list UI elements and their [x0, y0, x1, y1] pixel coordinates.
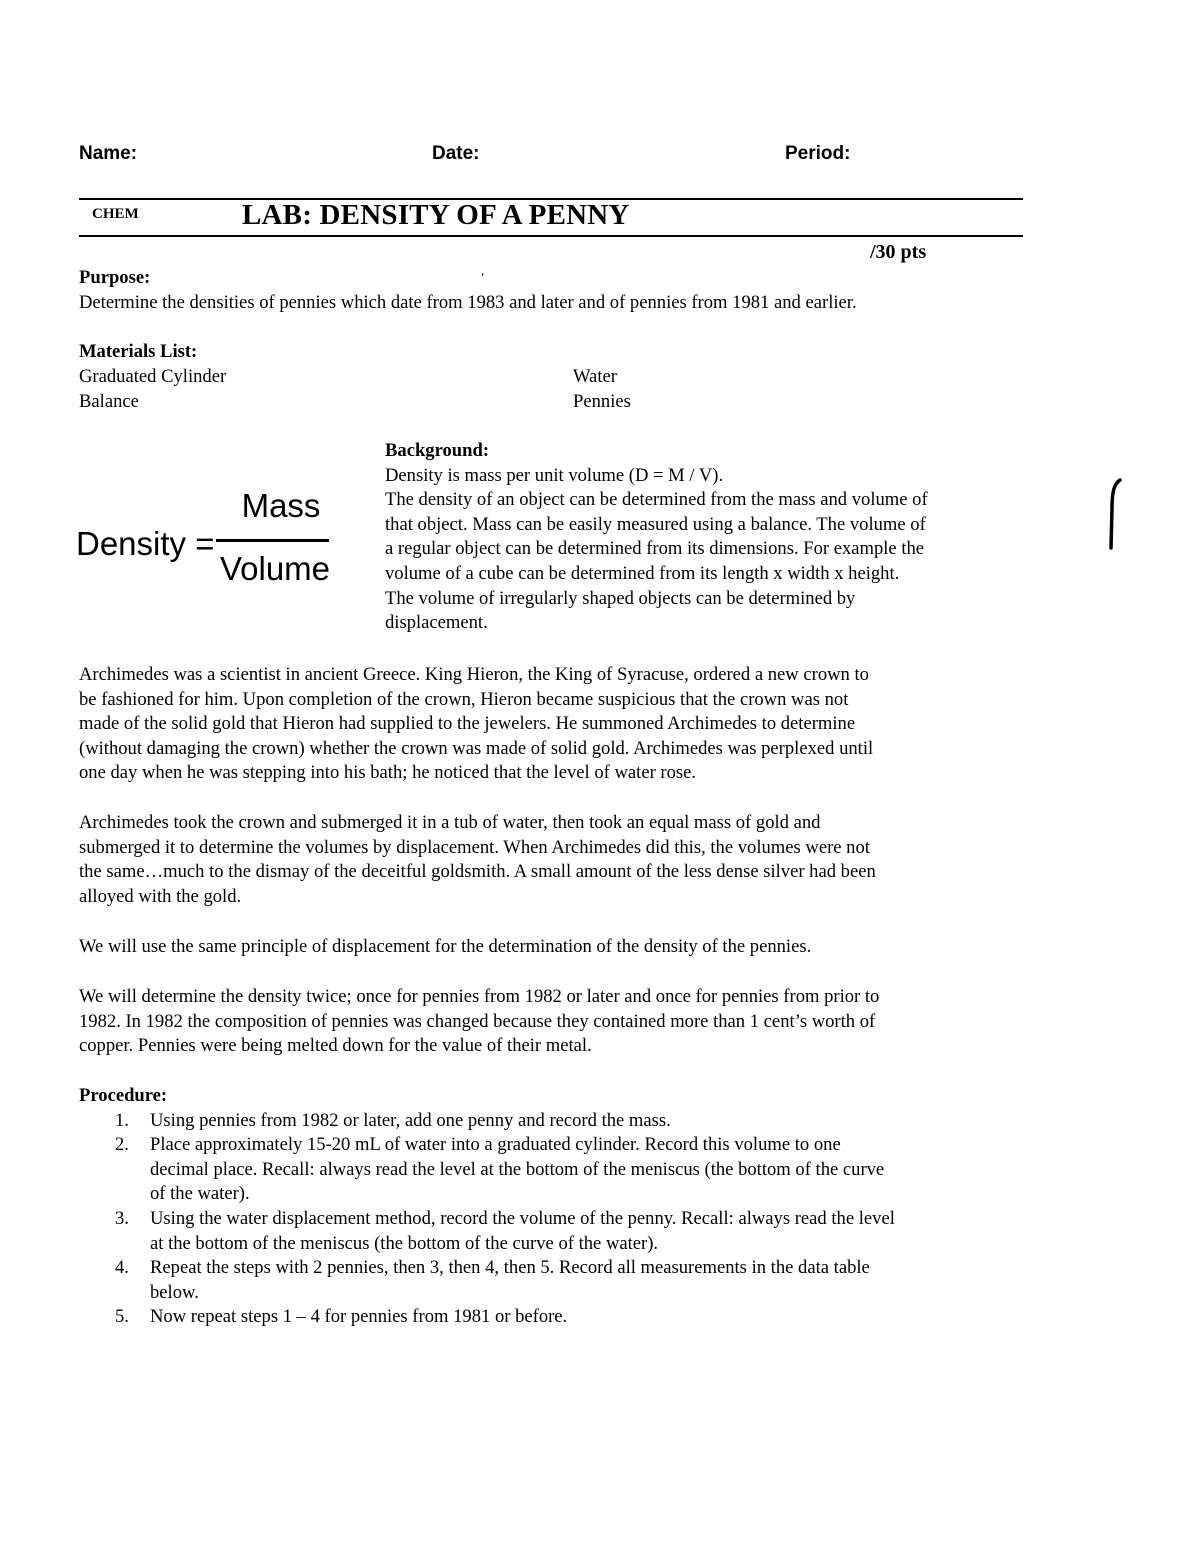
procedure-heading: Procedure:	[79, 1085, 168, 1106]
formula-lhs: Density =	[76, 525, 215, 562]
paragraph-line: made of the solid gold that Hieron had supplied to the jewelers. He summoned Archimedes to determine	[79, 713, 856, 735]
paragraph-line: one day when he was stepping into his bath; he noticed that the level of water rose.	[79, 762, 697, 784]
procedure-step	[79, 1256, 1039, 1305]
purpose-heading: Purpose:	[79, 267, 151, 288]
background-heading: Background:	[385, 440, 490, 461]
paragraph-line: (without damaging the crown) whether the crown was made of solid gold. Archimedes was perplexed until	[79, 737, 874, 759]
purpose-text: Determine the densities of pennies which date from 1983 and later and of pennies from 1981 and earlier.	[79, 291, 857, 313]
material-item: Balance	[79, 390, 139, 412]
background-line: The density of an object can be determined from the mass and volume of	[385, 489, 928, 511]
background-line: a regular object can be determined from its dimensions. For example the	[385, 538, 925, 560]
step-line: Now repeat steps 1 – 4 for pennies from 1981 or before.	[150, 1306, 568, 1328]
step-number: 1.	[115, 1109, 129, 1131]
materials-left-column	[79, 365, 226, 414]
paragraph-line: copper. Pennies were being melted down for the value of their metal.	[79, 1035, 592, 1057]
date-label: Date:	[432, 143, 480, 164]
step-line: below.	[150, 1281, 199, 1303]
step-line: decimal place. Recall: always read the level at the bottom of the meniscus (the bottom of the curve	[150, 1158, 885, 1180]
step-number: 2.	[115, 1134, 129, 1156]
crown-paragraph	[79, 811, 1039, 909]
background-line: volume of a cube can be determined from its length x width x height.	[385, 562, 900, 584]
procedure-step	[79, 1207, 1039, 1256]
procedure-list	[79, 1109, 1039, 1330]
formula-numerator: Mass	[241, 487, 321, 524]
step-line: at the bottom of the meniscus (the bottom of the curve of the water).	[150, 1232, 659, 1254]
page-title: LAB: DENSITY OF A PENNY	[242, 199, 630, 231]
paragraph-line: be fashioned for him. Upon completion of the crown, Hieron became suspicious that the crown was not	[79, 688, 849, 710]
step-line: Place approximately 15-20 mL of water into a graduated cylinder. Record this volume to one	[150, 1134, 841, 1156]
paragraph-line: submerged it to determine the volumes by displacement. When Archimedes did this, the volumes were not	[79, 836, 870, 858]
step-line: of the water).	[150, 1183, 250, 1205]
points-label: /30 pts	[870, 241, 927, 263]
principle-paragraph	[79, 935, 1039, 960]
archimedes-paragraph	[79, 663, 1039, 786]
step-line: Using pennies from 1982 or later, add one penny and record the mass.	[150, 1109, 671, 1131]
name-label: Name:	[79, 143, 138, 164]
procedure-section	[79, 1084, 1039, 1330]
step-number: 3.	[115, 1207, 129, 1229]
background-section	[385, 439, 1045, 636]
density-formula	[76, 487, 336, 597]
background-line: displacement.	[385, 612, 488, 634]
step-line: Repeat the steps with 2 pennies, then 3, then 4, then 5. Record all measurements in the data table	[150, 1257, 870, 1279]
step-line: Using the water displacement method, record the volume of the penny. Recall: always read the level	[150, 1207, 895, 1229]
course-label: CHEM	[92, 206, 139, 222]
material-item: Graduated Cylinder	[79, 366, 227, 387]
material-item: Pennies	[573, 390, 631, 412]
formula-fraction-bar	[216, 539, 329, 542]
materials-heading: Materials List:	[79, 341, 198, 362]
paragraph-line: Archimedes took the crown and submerged it in a tub of water, then took an equal mass of gold and	[79, 812, 821, 833]
paragraph-line: alloyed with the gold.	[79, 885, 242, 907]
materials-right-column	[573, 365, 631, 414]
step-number: 4.	[115, 1257, 129, 1279]
paragraph-line: the same…much to the dismay of the deceitful goldsmith. A small amount of the less dense silver had been	[79, 861, 876, 883]
procedure-step	[79, 1109, 1039, 1134]
period-label: Period:	[785, 143, 851, 164]
paragraph-line: We will determine the density twice; once for pennies from 1982 or later and once for pennies from prior to	[79, 986, 880, 1007]
procedure-step	[79, 1133, 1039, 1207]
purpose-section	[79, 266, 1039, 315]
paragraph-line: Archimedes was a scientist in ancient Greece. King Hieron, the King of Syracuse, ordered a new crown to	[79, 664, 869, 685]
composition-paragraph	[79, 985, 1039, 1059]
stray-mark: '	[481, 270, 485, 284]
handwritten-mark	[1108, 478, 1122, 550]
paragraph-line: We will use the same principle of displacement for the determination of the density of the pennies.	[79, 936, 812, 957]
background-line: Density is mass per unit volume (D = M / V).	[385, 464, 724, 486]
step-number: 5.	[115, 1306, 129, 1328]
material-item: Water	[573, 366, 617, 387]
title-rule-bottom	[79, 235, 1023, 237]
background-line: that object. Mass can be easily measured using a balance. The volume of	[385, 513, 926, 535]
paragraph-line: 1982. In 1982 the composition of pennies was changed because they contained more than 1 cent’s worth of	[79, 1010, 876, 1032]
background-line: The volume of irregularly shaped objects can be determined by	[385, 587, 856, 609]
formula-denominator: Volume	[219, 550, 331, 587]
procedure-step	[79, 1305, 1039, 1330]
